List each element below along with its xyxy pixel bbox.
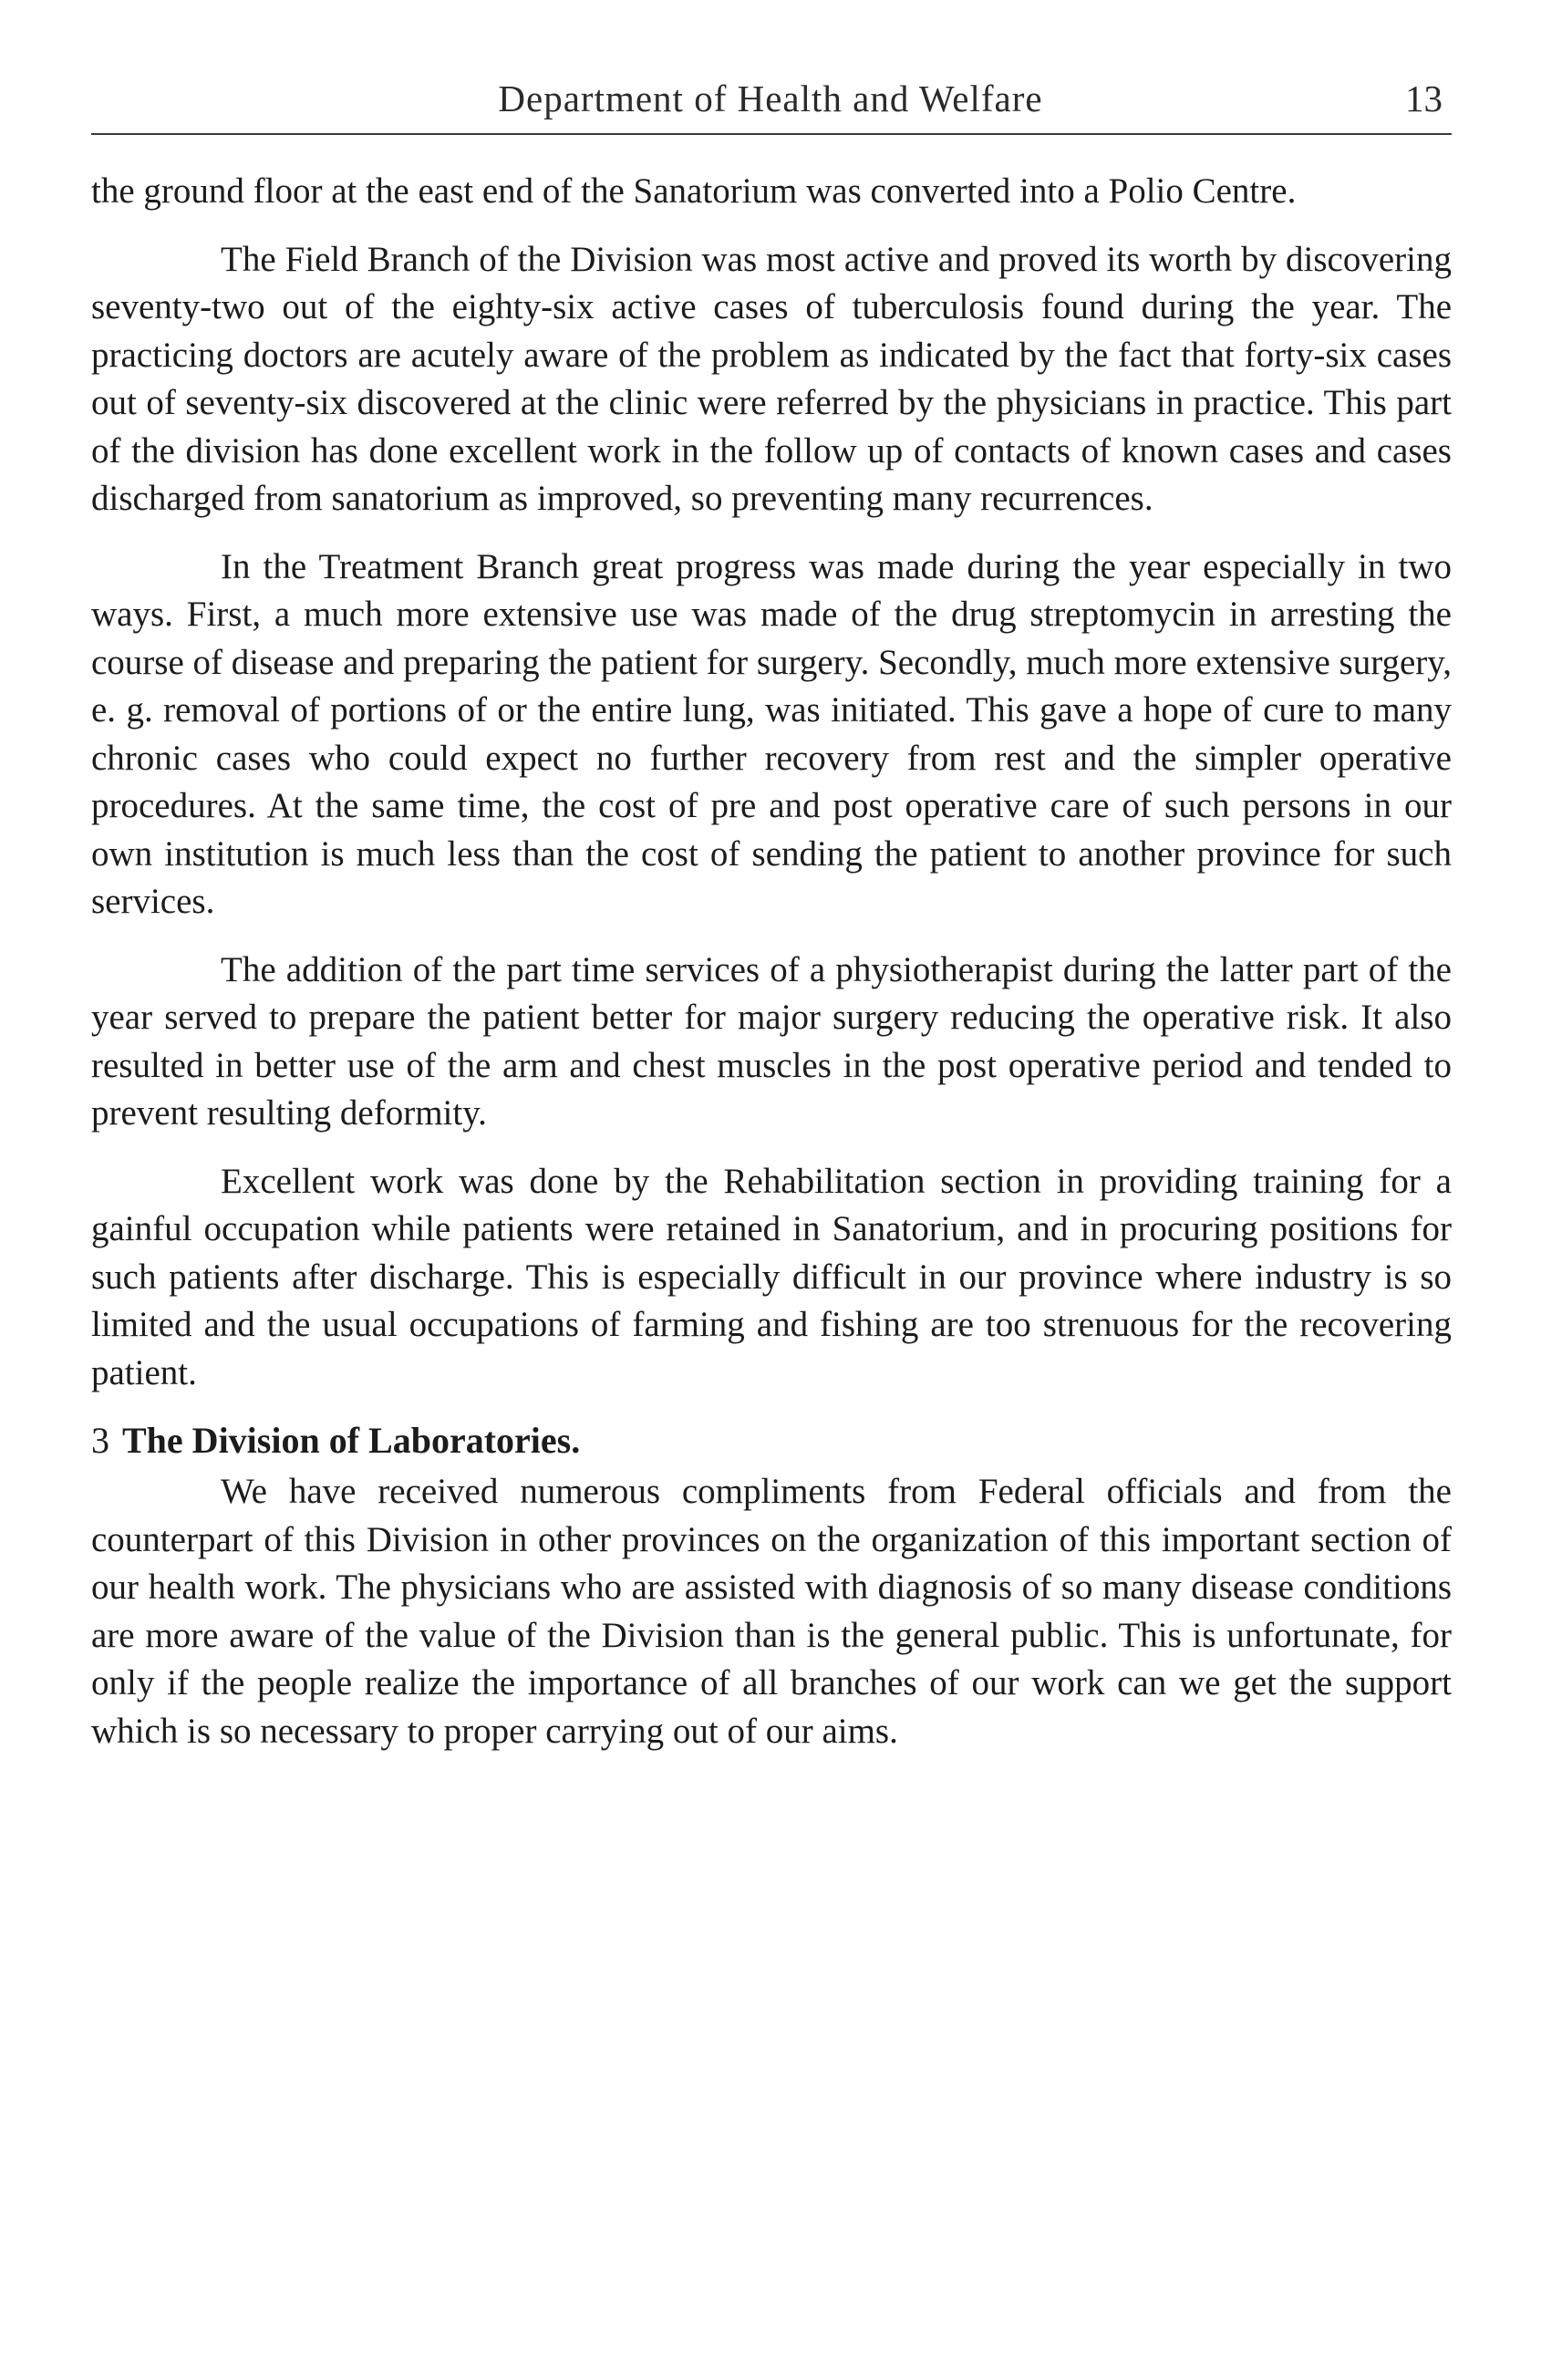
paragraph-rehabilitation: Excellent work was done by the Rehabilitation section in providing training for a gainful occupation while patients were retained in Sanatorium, and in procuring positions for such patients after discharge. This is especially difficult in our province where industry is so limited and the usual occupations of farming and fishing are too strenuous for the recovering patient. [91, 1161, 1452, 1392]
paragraph-field-branch: The Field Branch of the Division was most active and proved its worth by discovering seventy-two out of the eighty-six active cases of tuberculosis found during the year. The practicing doctors are acutely aware of the problem as indicated by the fact that forty-six cases out of seventy-six discovered at the clinic were referred by the physicians in practice. This part of the division has done excellent work in the follow up of contacts of known cases and cases discharged from sanatorium as improved, so preventing many recurrences. [91, 239, 1452, 518]
section-number: 3 [91, 1420, 109, 1461]
section-heading [91, 1417, 1452, 1464]
paragraph-polio-centre: the ground floor at the east end of the Sanatorium was converted into a Polio Centre. [91, 171, 1297, 211]
section-title: The Division of Laboratories. [122, 1420, 581, 1461]
paragraph-physiotherapist: The addition of the part time services of a physiotherapist during the latter part of the year served to prepare the patient better for major surgery reducing the operative risk. It also resulted in better use of the arm and chest muscles in the post operative period and tended to prevent resulting deformity. [91, 949, 1452, 1133]
paragraph-treatment-branch: In the Treatment Branch great progress was made during the year especially in two ways. First, a much more extensive use was made of the drug streptomycin in arresting the course of disease and preparing the patient for surgery. Secondly, much more extensive surgery, e. g. removal of portions of or the entire lung, was initiated. This gave a hope of cure to many chronic cases who could expect no further recovery from rest and the simpler operative procedures. At the same time, the cost of pre and post operative care of such persons in our own institution is much less than the cost of sending the patient to another province for such services. [91, 546, 1452, 921]
running-header [91, 71, 1450, 126]
paragraph-laboratories: We have received numerous compliments from Federal officials and from the counterpart of this Division in other provinces on the organization of this important section of our health work. The physicians who are assisted with diagnosis of so many disease conditions are more aware of the value of the Division than is the general public. This is unfortunate, for only if the people realize the importance of all branches of our work can we get the support which is so necessary to proper carrying out of our aims. [91, 1472, 1452, 1751]
page-number: 13 [1405, 78, 1443, 119]
body-text [91, 168, 1452, 1775]
header-divider [91, 133, 1452, 135]
header-title: Department of Health and Welfare [498, 78, 1043, 119]
